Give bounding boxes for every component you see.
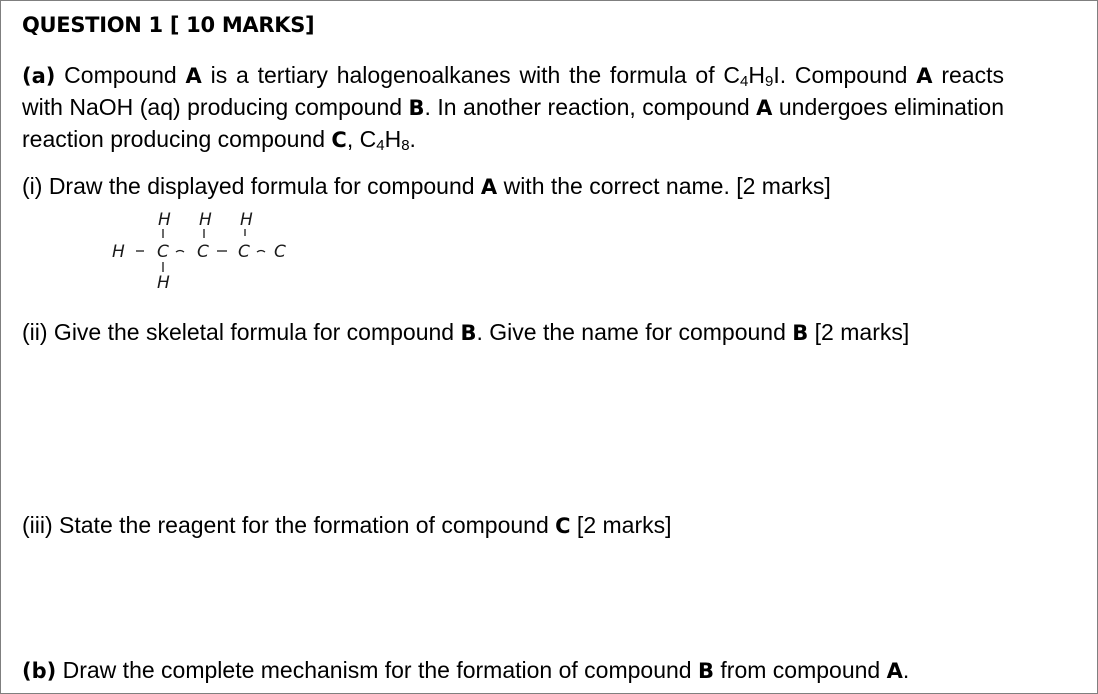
compound-b-label: B (408, 96, 425, 120)
handwritten-h-left: H (112, 242, 125, 262)
compound-a-label: A (185, 64, 202, 88)
subscript: 9 (765, 73, 774, 90)
part-b-text: Draw the complete mechanism for the formation of compound (56, 657, 698, 683)
part-iii-text: (iii) State the reagent for the formation of compound (22, 512, 556, 538)
handwritten-bond (257, 251, 265, 253)
handwritten-bond (176, 251, 184, 253)
subscript: 4 (740, 73, 749, 90)
part-b-label: (b) (22, 659, 57, 683)
compound-a-label: A (886, 659, 903, 683)
part-a-text: I. Compound (773, 62, 917, 88)
part-a-text: undergoes elimination reaction producing compound (22, 94, 1004, 152)
part-b-text: . (902, 657, 910, 683)
subscript: 8 (401, 137, 410, 154)
part-b-text: from compound (714, 657, 887, 683)
question-heading: QUESTION 1 [ 10 MARKS] (22, 13, 315, 37)
subscript: 4 (376, 137, 385, 154)
part-ii-text: (ii) Give the skeletal formula for compound (22, 319, 461, 345)
part-a-text: H (384, 126, 402, 152)
compound-b-label: B (460, 321, 477, 345)
handwritten-c-4: C (274, 242, 286, 262)
part-i-question (22, 171, 831, 203)
part-ii-text: . Give the name for compound (476, 319, 793, 345)
handwritten-h-top-2: H (199, 210, 212, 230)
handwritten-c-2: C (197, 242, 209, 262)
part-ii-text: [2 marks] (808, 319, 910, 345)
part-a-label: (a) (22, 64, 56, 88)
part-a-text: reacts with NaOH (aq) producing compound (22, 62, 1004, 120)
part-iii-text: [2 marks] (570, 512, 672, 538)
compound-c-label: C (331, 128, 347, 152)
part-iii-question (22, 510, 672, 542)
part-a-text: H (748, 62, 765, 88)
handwritten-c-3: C (238, 242, 250, 262)
part-a-text: is a tertiary halogenoalkanes with the formula of C (201, 62, 741, 88)
handwritten-h-top-3: H (240, 210, 253, 230)
part-a-text: . In another reaction, compound (424, 94, 757, 120)
handwritten-c-1: C (157, 242, 169, 262)
part-a-text: , C (346, 126, 377, 152)
part-a-text: . (409, 126, 416, 152)
part-a-paragraph (22, 60, 1004, 156)
part-i-text: with the correct name. [2 marks] (497, 173, 831, 199)
part-b-question (22, 655, 909, 687)
part-i-text: (i) Draw the displayed formula for compound (22, 173, 481, 199)
handwritten-displayed-formula (100, 200, 300, 295)
part-ii-question (22, 317, 909, 349)
compound-a-label: A (480, 175, 498, 199)
handwritten-h-top-1: H (158, 210, 171, 230)
compound-c-label: C (555, 514, 571, 538)
compound-b-label: B (697, 659, 714, 683)
compound-a-label: A (756, 96, 773, 120)
part-a-text: Compound (55, 62, 186, 88)
compound-b-label: B (792, 321, 809, 345)
handwritten-h-bottom: H (157, 273, 170, 293)
compound-a-label: A (916, 64, 933, 88)
